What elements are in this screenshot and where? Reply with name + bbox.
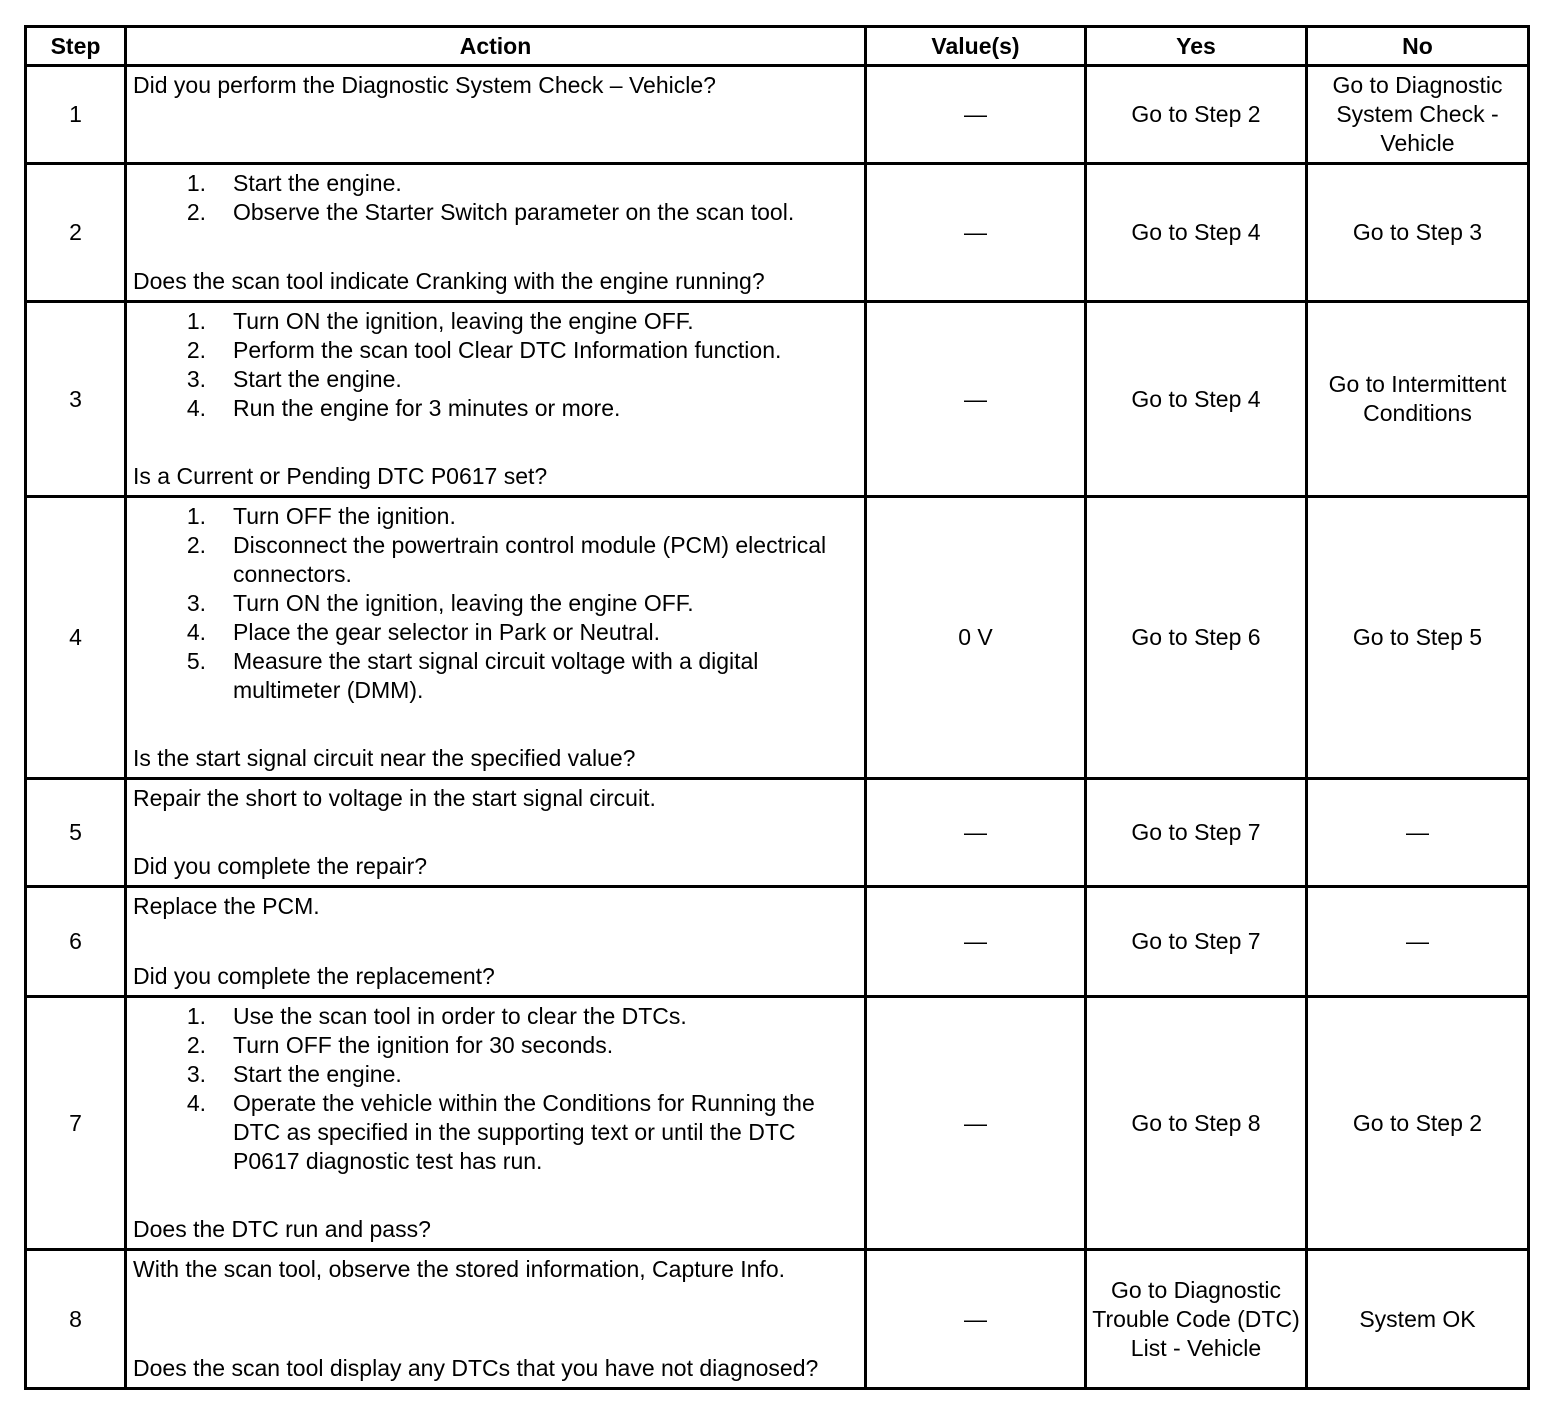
no-cell: Go to Step 5 — [1307, 497, 1529, 779]
yes-cell: Go to Step 6 — [1086, 497, 1307, 779]
list-item-number: 4. — [186, 1090, 206, 1116]
list-item — [133, 394, 858, 423]
action-steps-list — [133, 502, 858, 705]
yes-cell: Go to Step 4 — [1086, 302, 1307, 497]
step-number: 2 — [26, 164, 126, 302]
list-item — [133, 1060, 858, 1089]
action-intro: Replace the PCM. — [133, 893, 320, 919]
list-item-number: 2. — [186, 199, 206, 225]
list-item-number: 1. — [186, 503, 206, 529]
no-cell: — — [1307, 887, 1529, 997]
table-row — [26, 302, 1529, 497]
list-item-text: Use the scan tool in order to clear the DTCs. — [233, 1003, 687, 1029]
step-number: 3 — [26, 302, 126, 497]
list-item-number: 3. — [186, 366, 206, 392]
header-step: Step — [26, 27, 126, 66]
action-steps-list — [133, 307, 858, 423]
no-cell: Go to Step 2 — [1307, 997, 1529, 1250]
list-item-number: 1. — [186, 308, 206, 334]
diagnostic-table — [24, 25, 1530, 1390]
list-item-text: Perform the scan tool Clear DTC Information function. — [233, 337, 782, 363]
table-row — [26, 164, 1529, 302]
table-row — [26, 66, 1529, 164]
header-row — [26, 27, 1529, 66]
value-cell: — — [866, 66, 1086, 164]
value-cell: — — [866, 1250, 1086, 1389]
list-item — [133, 531, 858, 589]
yes-cell: Go to Step 8 — [1086, 997, 1307, 1250]
list-item — [133, 589, 858, 618]
no-cell: Go to Diagnostic System Check - Vehicle — [1307, 66, 1529, 164]
header-yes: Yes — [1086, 27, 1307, 66]
yes-cell: Go to Step 2 — [1086, 66, 1307, 164]
value-cell: — — [866, 997, 1086, 1250]
list-item-number: 5. — [186, 648, 206, 674]
list-item-text: Place the gear selector in Park or Neutral. — [233, 619, 660, 645]
table-row — [26, 497, 1529, 779]
list-item-text: Start the engine. — [233, 366, 402, 392]
header-no: No — [1307, 27, 1529, 66]
action-cell — [126, 779, 866, 887]
list-item-number: 2. — [186, 532, 206, 558]
list-item-text: Run the engine for 3 minutes or more. — [233, 395, 621, 421]
action-intro: Repair the short to voltage in the start signal circuit. — [133, 785, 656, 811]
action-cell — [126, 887, 866, 997]
value-cell: 0 V — [866, 497, 1086, 779]
no-cell: Go to Intermittent Conditions — [1307, 302, 1529, 497]
action-cell — [126, 497, 866, 779]
no-cell: Go to Step 3 — [1307, 164, 1529, 302]
value-cell: — — [866, 779, 1086, 887]
list-item-text: Turn OFF the ignition for 30 seconds. — [233, 1032, 614, 1058]
value-cell: — — [866, 302, 1086, 497]
action-intro: Did you perform the Diagnostic System Check – Vehicle? — [133, 72, 716, 98]
action-question: Does the DTC run and pass? — [133, 1216, 431, 1242]
yes-cell: Go to Step 4 — [1086, 164, 1307, 302]
list-item-number: 4. — [186, 619, 206, 645]
list-item-number: 3. — [186, 1061, 206, 1087]
action-cell — [126, 1250, 866, 1389]
action-question: Is the start signal circuit near the specified value? — [133, 745, 636, 771]
action-question: Did you complete the replacement? — [133, 963, 495, 989]
table-row — [26, 779, 1529, 887]
action-question: Is a Current or Pending DTC P0617 set? — [133, 463, 548, 489]
header-action: Action — [126, 27, 866, 66]
step-number: 6 — [26, 887, 126, 997]
action-question: Does the scan tool display any DTCs that you have not diagnosed? — [133, 1355, 819, 1381]
table-row — [26, 1250, 1529, 1389]
list-item — [133, 647, 858, 705]
step-number: 5 — [26, 779, 126, 887]
list-item-text: Start the engine. — [233, 170, 402, 196]
step-number: 1 — [26, 66, 126, 164]
list-item — [133, 618, 858, 647]
header-values: Value(s) — [866, 27, 1086, 66]
list-item — [133, 1002, 858, 1031]
value-cell: — — [866, 164, 1086, 302]
list-item-text: Observe the Starter Switch parameter on the scan tool. — [233, 199, 795, 225]
list-item-number: 1. — [186, 170, 206, 196]
table-row — [26, 887, 1529, 997]
yes-cell: Go to Step 7 — [1086, 887, 1307, 997]
step-number: 4 — [26, 497, 126, 779]
list-item — [133, 1031, 858, 1060]
step-number: 7 — [26, 997, 126, 1250]
list-item — [133, 198, 858, 227]
list-item-text: Measure the start signal circuit voltage with a digital multimeter (DMM). — [233, 648, 759, 703]
no-cell: — — [1307, 779, 1529, 887]
list-item-number: 2. — [186, 337, 206, 363]
action-steps-list — [133, 169, 858, 227]
action-question: Did you complete the repair? — [133, 853, 428, 879]
list-item — [133, 365, 858, 394]
list-item-number: 2. — [186, 1032, 206, 1058]
no-cell: System OK — [1307, 1250, 1529, 1389]
list-item — [133, 169, 858, 198]
action-cell — [126, 302, 866, 497]
value-cell: — — [866, 887, 1086, 997]
action-cell — [126, 66, 866, 164]
action-intro: With the scan tool, observe the stored information, Capture Info. — [133, 1256, 786, 1282]
list-item-number: 1. — [186, 1003, 206, 1029]
list-item — [133, 1089, 858, 1176]
list-item-text: Turn ON the ignition, leaving the engine OFF. — [233, 590, 694, 616]
action-question: Does the scan tool indicate Cranking with the engine running? — [133, 268, 765, 294]
table-row — [26, 997, 1529, 1250]
action-steps-list — [133, 1002, 858, 1176]
list-item-text: Disconnect the powertrain control module (PCM) electrical connectors. — [233, 532, 827, 587]
list-item — [133, 502, 858, 531]
list-item-text: Turn OFF the ignition. — [233, 503, 456, 529]
yes-cell: Go to Diagnostic Trouble Code (DTC) List - Vehicle — [1086, 1250, 1307, 1389]
step-number: 8 — [26, 1250, 126, 1389]
list-item — [133, 307, 858, 336]
list-item-text: Turn ON the ignition, leaving the engine OFF. — [233, 308, 694, 334]
action-cell — [126, 164, 866, 302]
list-item-number: 4. — [186, 395, 206, 421]
list-item-number: 3. — [186, 590, 206, 616]
list-item-text: Start the engine. — [233, 1061, 402, 1087]
list-item — [133, 336, 858, 365]
yes-cell: Go to Step 7 — [1086, 779, 1307, 887]
list-item-text: Operate the vehicle within the Conditions for Running the DTC as specified in the supporting text or until the DTC P0617 diagnostic test has run. — [233, 1090, 815, 1174]
action-cell — [126, 997, 866, 1250]
